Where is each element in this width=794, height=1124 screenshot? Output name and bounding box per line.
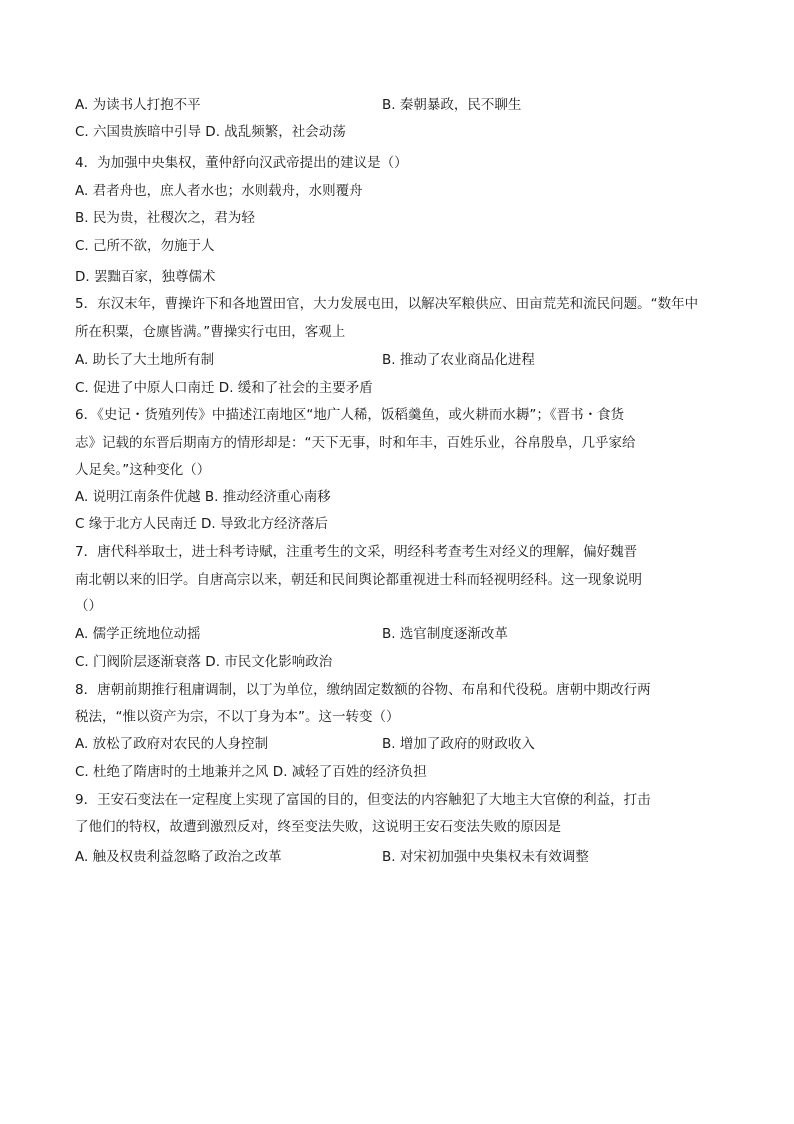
- q3-option-b: B. 秦朝暴政，民不聊生: [382, 97, 522, 113]
- q3-option-a: A. 为读书人打抱不平: [75, 97, 201, 113]
- q5-option-a: A. 助长了大土地所有制: [75, 352, 215, 368]
- q6-option-cd: C 缘于北方人民南迁 D. 导致北方经济落后: [75, 516, 328, 532]
- q5-stem-line-2: 所在积粟，仓廪皆满。”曹操实行屯田，客观上: [75, 324, 346, 340]
- q8-option-b: B. 增加了政府的财政收入: [382, 736, 535, 752]
- q7-option-b: B. 选官制度逐渐改革: [382, 626, 508, 642]
- q9-stem-line-1: 9．王安石变法在一定程度上实现了富国的目的，但变法的内容触犯了大地主大官僚的利益，打击: [75, 792, 651, 808]
- q9-option-b: B. 对宋初加强中央集权未有效调整: [382, 849, 589, 865]
- q4-option-b: B. 民为贵，社稷次之，君为轻: [75, 210, 255, 226]
- q8-stem-line-1: 8．唐朝前期推行租庸调制，以丁为单位，缴纳固定数额的谷物、布帛和代役税。唐朝中期改行两: [75, 682, 651, 698]
- q7-option-a: A. 儒学正统地位动摇: [75, 626, 201, 642]
- q6-stem-line-3: 人足矣。”这种变化（）: [75, 462, 211, 478]
- q6-option-ab: A. 说明江南条件优越 B. 推动经济重心南移: [75, 489, 331, 505]
- q9-option-a: A. 触及权贵利益忽略了政治之改革: [75, 849, 282, 865]
- q7-stem-line-3: （）: [75, 598, 102, 614]
- q9-stem-line-2: 了他们的特权，故遭到激烈反对，终至变法失败，这说明王安石变法失败的原因是: [75, 819, 561, 835]
- q8-option-a: A. 放松了政府对农民的人身控制: [75, 736, 269, 752]
- q3-option-cd: C. 六国贵族暗中引导 D. 战乱频繁，社会动荡: [75, 124, 346, 140]
- q8-option-cd: C. 杜绝了隋唐时的土地兼并之风 D. 减轻了百姓的经济负担: [75, 764, 427, 780]
- q5-option-cd: C. 促进了中原人口南迁 D. 缓和了社会的主要矛盾: [75, 380, 373, 396]
- q5-stem-line-1: 5．东汉末年，曹操许下和各地置田官，大力发展屯田，以解决军粮供应、田亩荒芜和流民问题。“数年中: [75, 296, 699, 312]
- q4-option-d: D. 罢黜百家，独尊儒术: [75, 269, 216, 285]
- q7-stem-line-2: 南北朝以来的旧学。自唐高宗以来，朝廷和民间舆论都重视进士科而轻视明经科。这一现象说明: [75, 572, 642, 588]
- q4-option-a: A. 君者舟也，庶人者水也；水则载舟，水则覆舟: [75, 183, 363, 199]
- q8-stem-line-2: 税法，“惟以资产为宗，不以丁身为本”。这一转变（）: [75, 709, 400, 725]
- q7-stem-line-1: 7．唐代科举取士，进士科考诗赋，注重考生的文采，明经科考查考生对经义的理解，偏好魏晋: [75, 544, 638, 560]
- q6-stem-line-1: 6．《史记・货殖列传》中描述江南地区“地广人稀，饭稻羹鱼，或火耕而水耨”；《晋书・食货: [75, 407, 625, 423]
- q6-stem-line-2: 志》记载的东晋后期南方的情形却是：“天下无事，时和年丰，百姓乐业，谷帛殷阜，几乎家给: [75, 435, 636, 451]
- q7-option-cd: C. 门阀阶层逐渐衰落 D. 市民文化影响政治: [75, 654, 333, 670]
- q4-option-c: C. 己所不欲，勿施于人: [75, 238, 215, 254]
- q5-option-b: B. 推动了农业商品化进程: [382, 352, 535, 368]
- q4-stem: 4．为加强中央集权，董仲舒向汉武帝提出的建议是（）: [75, 155, 408, 171]
